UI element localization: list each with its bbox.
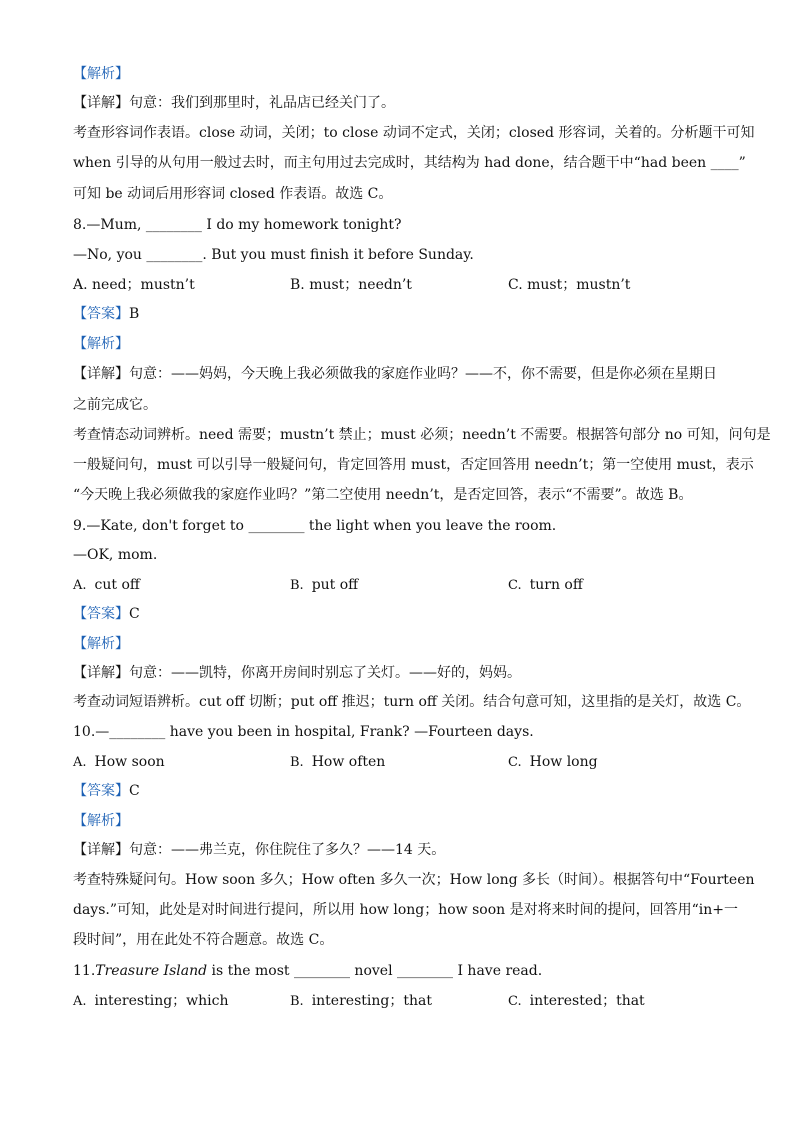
question-10-option-a [73,753,165,772]
option-text: How soon [94,754,165,770]
question-8-stem-2: —No, you ________. But you must finish it before Sunday. [73,247,474,263]
explanation-q10-line-1: 考查特殊疑问句。How soon 多久；How often 多久一次；How long 多长（时间）。根据答句中“Fourteen [73,872,755,888]
analysis-tag-q7 [73,65,728,83]
explanation-q8-line-2: 一般疑问句，must 可以引导一般疑问句，肯定回答用 must，否定回答用 needn’t；第一空使用 must，表示 [73,457,754,473]
detail-label: 【详解】 [73,95,129,111]
option-letter: C. [508,578,522,593]
detail-line-q7 [73,94,728,112]
detail-text: 句意：——弗兰克，你住院住了多久？——14 天。 [129,842,446,858]
option-letter: B. [290,578,304,593]
question-11-option-c [508,992,645,1011]
question-number: 11. [73,963,96,979]
explanation-q7-line-3: 可知 be 动词后用形容词 closed 作表语。故选 C。 [73,186,393,202]
detail-label: 【详解】 [73,842,129,858]
option-letter: C. [508,755,522,770]
question-9-stem-1: 9.—Kate, don't forget to ________ the light when you leave the room. [73,518,557,534]
question-8-option-b: B. must；needn’t [290,277,412,293]
question-9-option-b [290,576,358,595]
question-text: is the most ________ novel ________ I have read. [207,963,543,979]
option-text: interesting；that [311,993,432,1009]
analysis-tag-q8 [73,335,728,353]
question-11-stem [73,962,728,980]
option-letter: A. [73,994,87,1009]
question-11-option-a [73,992,229,1011]
explanation-q7-line-2: when 引导的从句用一般过去时，而主句用过去完成时，其结构为 had done，结合题干中“had been ____” [73,155,746,171]
option-text: interested；that [529,993,645,1009]
option-text: How long [529,754,598,770]
option-letter: B. [290,994,304,1009]
explanation-q10-line-2: days.”可知，此处是对时间进行提问，所以用 how long；how soon 是对将来时间的提问，回答用“in+一 [73,902,738,918]
detail-line-q10 [73,841,728,859]
analysis-label: 【解析】 [73,813,129,829]
analysis-label: 【解析】 [73,336,129,352]
answer-value: B [129,306,140,322]
option-letter: A. [73,578,87,593]
answer-value: C [129,606,140,622]
analysis-tag-q9 [73,635,728,653]
question-9-option-c [508,576,583,595]
detail-line-q8-1 [73,365,728,383]
detail-text: 句意：——妈妈，今天晚上我必须做我的家庭作业吗？——不，你不需要，但是你必须在星期日 [129,366,717,382]
option-letter: C. [508,994,522,1009]
analysis-label: 【解析】 [73,66,129,82]
question-11-option-b [290,992,432,1011]
detail-label: 【详解】 [73,366,129,382]
explanation-q8-line-3: “今天晚上我必须做我的家庭作业吗？”第二空使用 needn’t，是否定回答，表示“不需要”。故选 B。 [73,487,693,503]
detail-line-q9 [73,664,728,682]
question-10-stem: 10.—________ have you been in hospital, Frank? —Fourteen days. [73,724,534,740]
option-text: turn off [529,577,583,593]
option-text: interesting；which [94,993,229,1009]
answer-label: 【答案】 [73,606,129,622]
question-8-stem-1: 8.—Mum, ________ I do my homework tonight? [73,217,402,233]
option-text: How often [311,754,386,770]
option-text: put off [311,577,359,593]
answer-line-q10 [73,782,728,800]
question-8-option-a: A. need；mustn’t [73,277,195,293]
option-letter: B. [290,755,304,770]
explanation-q7-line-1: 考查形容词作表语。close 动词，关闭；to close 动词不定式，关闭；closed 形容词，关着的。分析题干可知 [73,125,755,141]
answer-line-q8 [73,305,728,323]
question-8-option-c: C. must；mustn’t [508,277,631,293]
detail-line-q8-2: 之前完成它。 [73,397,157,413]
answer-value: C [129,783,140,799]
book-title: Treasure Island [95,963,208,979]
question-10-option-b [290,753,385,772]
question-9-stem-2: —OK, mom. [73,547,158,563]
analysis-label: 【解析】 [73,636,129,652]
answer-label: 【答案】 [73,783,129,799]
detail-text: 句意：——凯特，你离开房间时别忘了关灯。——好的，妈妈。 [129,665,521,681]
explanation-q9: 考查动词短语辨析。cut off 切断；put off 推迟；turn off 关闭。结合句意可知，这里指的是关灯，故选 C。 [73,694,751,710]
answer-label: 【答案】 [73,306,129,322]
question-9-option-a [73,576,140,595]
option-text: cut off [94,577,140,593]
detail-text: 句意：我们到那里时，礼品店已经关门了。 [129,95,395,111]
detail-label: 【详解】 [73,665,129,681]
answer-line-q9 [73,605,728,623]
analysis-tag-q10 [73,812,728,830]
question-10-option-c [508,753,598,772]
option-letter: A. [73,755,87,770]
explanation-q10-line-3: 段时间”，用在此处不符合题意。故选 C。 [73,932,334,948]
explanation-q8-line-1: 考查情态动词辨析。need 需要；mustn’t 禁止；must 必须；needn’t 不需要。根据答句部分 no 可知，问句是 [73,427,771,443]
